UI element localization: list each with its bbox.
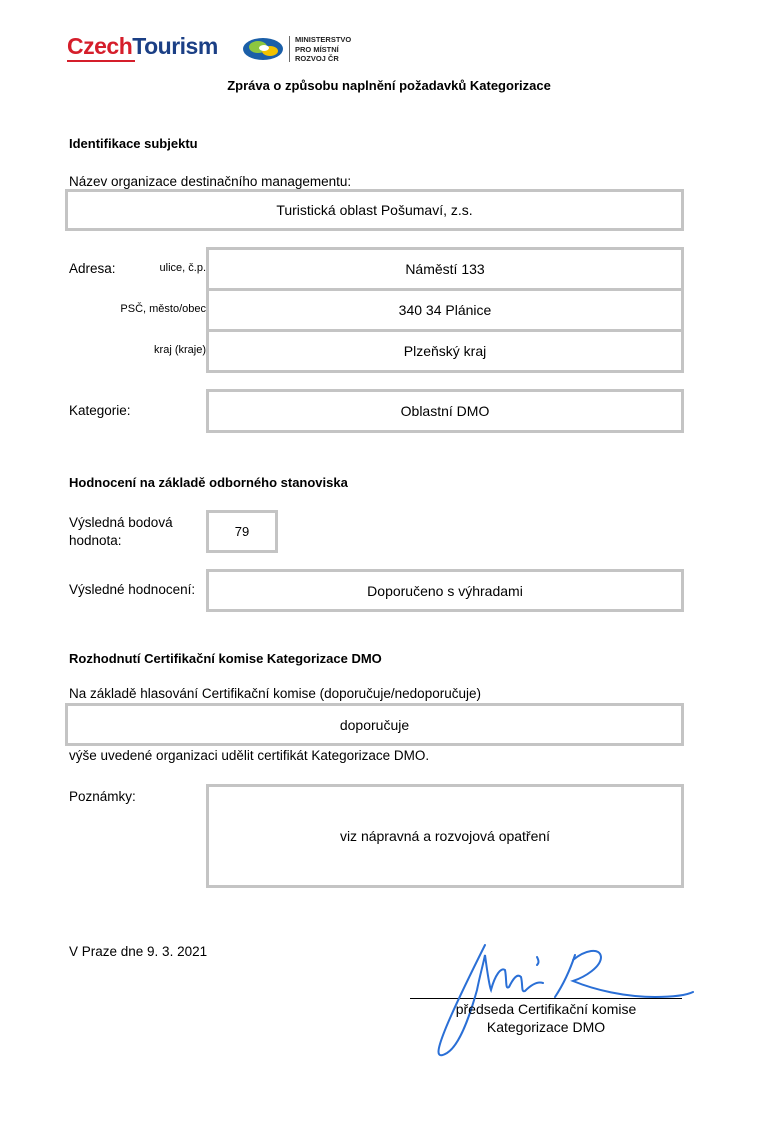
ministry-emblem-icon [242,36,284,62]
region-label: kraj (kraje) [154,344,206,356]
result-label: Výsledné hodnocení: [69,582,196,597]
notes-label: Poznámky: [69,789,136,804]
result-field: Doporučeno s výhradami [206,569,684,612]
logo-underline [67,60,135,62]
document-title: Zpráva o způsobu naplnění požadavků Kategorizace [227,78,551,93]
address-label: Adresa: [69,261,116,276]
signature-caption-line-1: předseda Certifikační komise [455,1001,637,1017]
ministry-name [295,35,351,64]
ministry-line-1: MINISTERSTVO [295,35,352,44]
org-name-field: Turistická oblast Pošumaví, z.s. [65,189,684,231]
identification-heading: Identifikace subjektu [69,136,198,151]
org-name-label: Název organizace destinačního managementu: [69,174,352,189]
signature-caption-line-2: Kategorizace DMO [486,1019,606,1035]
region-field: Plzeňský kraj [206,329,684,373]
score-label-line-2: hodnota: [69,533,122,548]
handwritten-signature [405,935,705,1065]
category-label: Kategorie: [69,403,131,418]
logo-tourism-text: Tourism [132,33,218,59]
decision-heading: Rozhodnutí Certifikační komise Kategorizace DMO [69,651,382,666]
score-label-line-1: Výsledná bodová [69,515,173,530]
czechtourism-logo [67,33,218,60]
vote-label: Na základě hlasování Certifikační komise (doporučuje/nedoporučuje) [69,686,481,701]
notes-field: viz nápravná a rozvojová opatření [206,784,684,888]
vote-field: doporučuje [65,703,684,746]
evaluation-heading: Hodnocení na základě odborného stanoviska [69,475,348,490]
score-label [69,514,173,550]
ministry-line-3: ROZVOJ ČR [295,54,339,63]
score-field: 79 [206,510,278,553]
logo-czech-text: Czech [67,33,133,59]
zip-city-field: 340 34 Plánice [206,288,684,332]
street-label: ulice, č.p. [159,262,206,274]
ministry-line-2: PRO MÍSTNÍ [295,44,339,54]
ministry-divider [289,36,290,62]
certificate-text: výše uvedené organizaci udělit certifikát Kategorizace DMO. [69,748,430,763]
category-field: Oblastní DMO [206,389,684,433]
street-field: Náměstí 133 [206,247,684,291]
zip-city-label: PSČ, město/obec [120,303,206,315]
place-date: V Praze dne 9. 3. 2021 [69,944,208,959]
